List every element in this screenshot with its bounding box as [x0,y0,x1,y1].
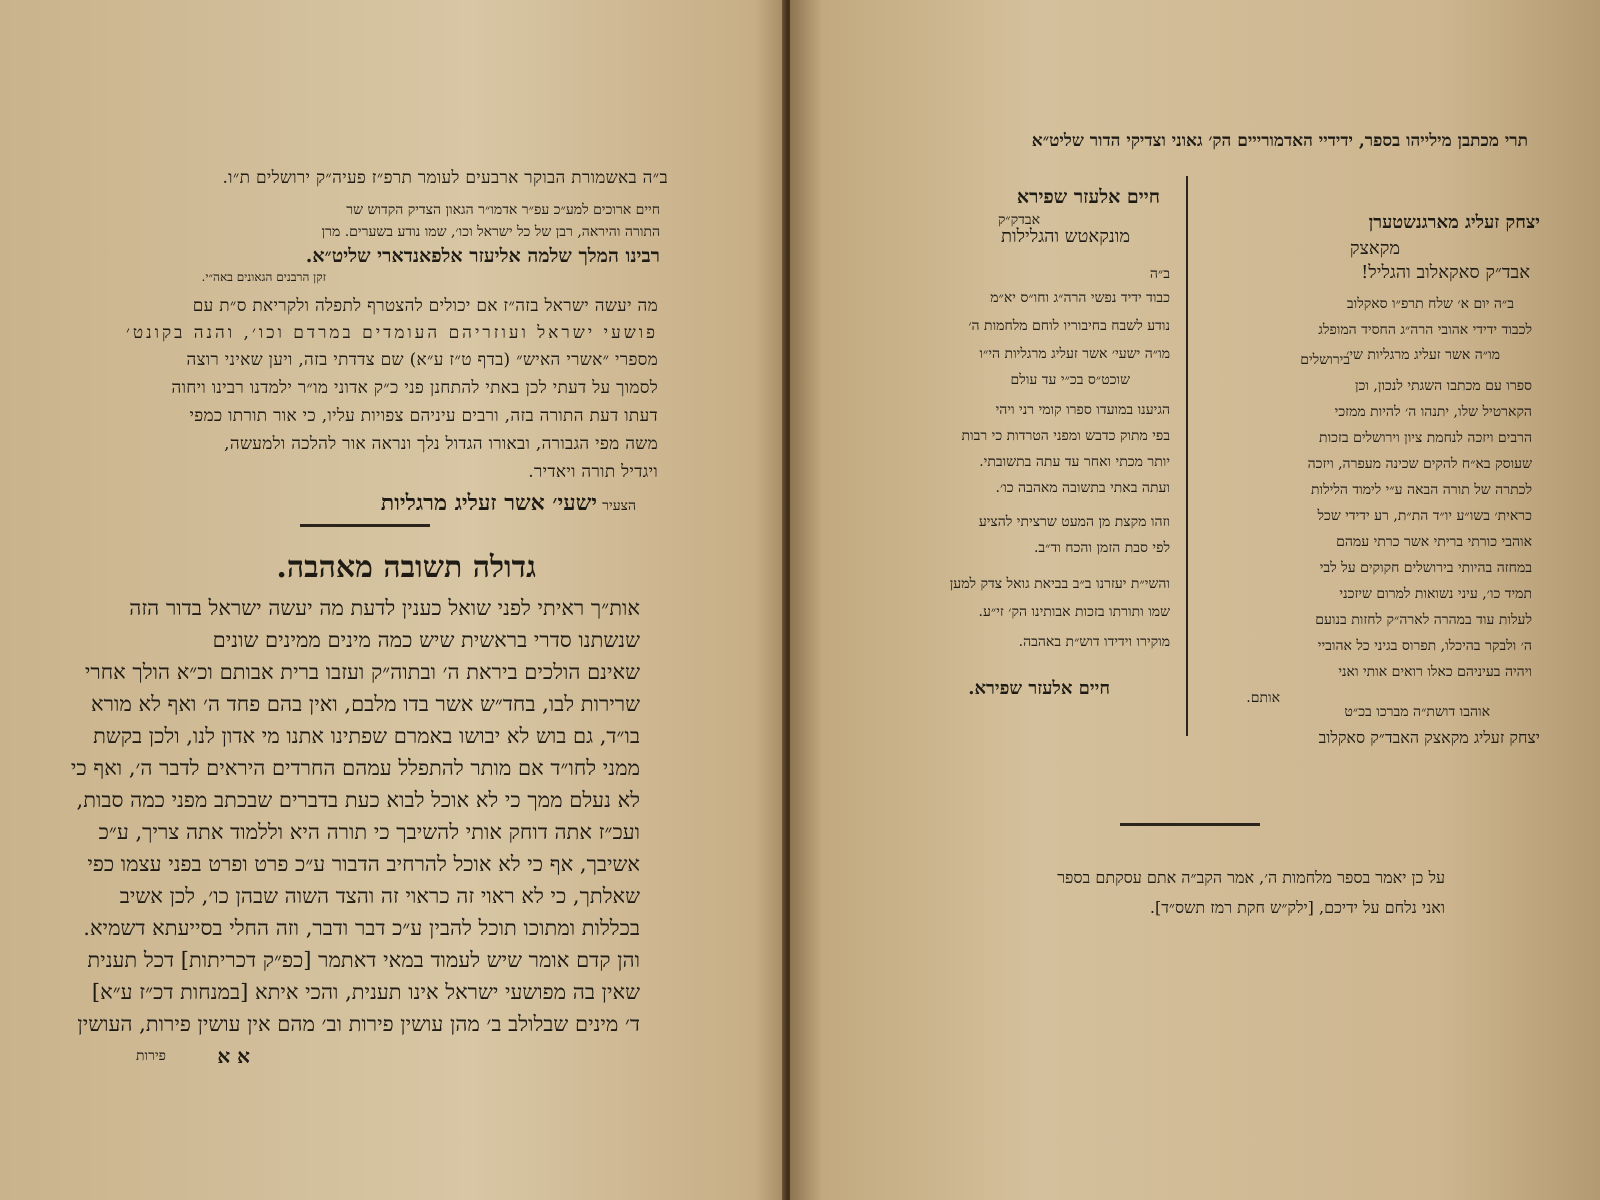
ornament-divider [300,524,430,527]
question-line: מה יעשה ישראל בזה״ז אם יכולים להצטרף לתפלה ולקריאת ס״ת עם [192,296,658,316]
letter-line: ב״ה יום א׳ שלח תרפ״ו סאקלוב [1346,296,1514,312]
left-page [0,0,786,1200]
letter-line: שעוסק בא״ח להקים שכינה מעפרה, ויזכה [1307,456,1532,472]
letter-line: בפי מתוק כדבש ומפני הטרדות כי רבות [961,428,1170,444]
catchword: פירות [135,1048,166,1064]
signature-prefix: הצעיר [602,498,636,514]
body-line: שאין בה מפושעי ישראל אינו תענית, והכי איתא [במנחות דכ״ז ע״א] [91,980,640,1004]
letter-line: שוכט״ס בכ״י עד עולם [1010,372,1130,388]
body-line: שנשתנו סדרי בראשית שיש כמה מינים ממינים שונים [212,628,640,652]
letter-line: אוהבי כורתי בריתי אשר כרתי עמהם [1336,534,1532,550]
letter-line: נודע לשבח בחיבוריו לוחם מלחמות ה׳ [968,318,1170,334]
body-line: אשיבך, אף כי לא אוכל להרחיב הדבור ע״כ פרט ופרט בפני עצמו כפי [87,852,640,876]
letter-line: ה׳ ולבקר בהיכלו, תפרוס בגיני כל אהוביי [1317,638,1532,654]
writer-title: אבדק״ק [997,212,1040,228]
quote-line: ואני נלחם על ידיכם, [ילק״ש חקת רמז תשס״ד]. [1149,898,1445,917]
body-line: ועכ״ז אתה דוחק אותי להשיבך כי תורה היא וללמוד אתה צריך, ע״כ [98,820,640,844]
body-line: שאלתך, כי לא ראוי זה כראוי זה והצד השוה שבהן כו׳, לכן אשיב [119,884,640,908]
letter-line: לעלות עוד במהרה לארה״ק לחזות בנועם [1315,612,1532,628]
letter-line: הקארטיל שלו, יתנהו ה׳ להיות ממזכי [1334,404,1532,420]
writer-from: מקאצק [1349,238,1400,259]
letter-line: מוקירו וידידו דוש״ת באהבה. [1018,634,1170,650]
ornament-divider [1120,823,1260,826]
letter-line: שמו ותורתו בזכות אבותינו הק׳ זי״ע. [978,604,1170,620]
question-line: משה מפי הגבורה, ובאורו הגדול נלך ונראה אור להלכה ולמעשה, [224,434,658,454]
addressee-note: זקן הרבנים הגאונים באה״י. [201,270,326,284]
letter-line: לכתרה של תורה הבאה ע״י לימוד הלילות [1310,482,1532,498]
body-line: אות״ך ראיתי לפני שואל כענין לדעת מה יעשה ישראל בדור הזה [129,596,640,620]
question-line: מספרי ״אשרי האיש״ (בדף ט״ז ע״א) שם צדדתי בזה, ויען שאיני רוצה [186,350,658,370]
letter-line: והשי״ת יעזרנו ב״ב בביאת גואל צדק למען [949,576,1170,592]
letter-line: וזהו מקצת מן המעט שרציתי להציע [978,514,1170,530]
letter-line: ויהיה בעיניהם כאלו רואים אותי ואני [1338,664,1532,680]
letter-header: ב״ה באשמורת הבוקר ארבעים לעומר תרפ״ז פעיה״ק ירושלים ת״ו. [222,168,668,188]
letter-line: ב״ה [1149,266,1170,282]
column-divider [1186,176,1188,736]
letter-signature: חיים אלעזר שפירא. [968,678,1110,699]
body-line: לא נעלם ממך כי לא אוכל לבוא כעת בדברים שבכתב מפני כמה סבות, [76,788,640,812]
body-line: בכללות ומתוכו תוכל להבין ע״כ דבר ודבר, וזה החלי בסייעתא דשמיא. [83,916,640,940]
letter-line: לכבוד ידידי אהובי הרה״ג החסיד המופלג [1318,322,1532,338]
letter-line: תמיד כו׳, עיני נשואות למרום שיזכני [1339,586,1532,602]
body-line: והן קדם אומר שיש לעמוד במאי דאתמר [כפ״ק דכריתות] דכל תענית [87,948,640,972]
body-line: שאינם הולכים ביראת ה׳ ובתוה״ק ועזבו ברית אבותם וכ״א הולך אחרי [84,660,640,684]
writer-title: אבד״ק סאקאלוב והגליל! [1361,262,1530,283]
right-page [790,0,1600,1200]
section-title: גדולה תשובה מאהבה. [276,550,536,585]
letter-line: כבוד ידיד נפשי הרה״ג וחו״ס יא״מ [990,290,1170,306]
letter-line: הגיענו במועדו ספרו קומי רני ויהי [995,402,1170,418]
letter-line: הרבים ויזכה לנחמת ציון וירושלים בזכות [1319,430,1532,446]
letter-signature: יצחק זעליג מקאצק האבד״ק סאקלוב [1318,728,1540,747]
blessing-line: התורה והיראה, רבן של כל ישראל וכו׳, שמו נודע בשערים. מרן [321,224,660,240]
question-line: דעתו דעת התורה בזה, ורבים עיניהם צפויות עליו, כי אור תורתו כמפי [189,406,658,426]
letter-line: בירושלים [1300,352,1350,368]
letter-line: אותם. [1246,690,1280,706]
letter-line: מו״ה אשר זעליג מרגליות שי׳ [1346,347,1500,363]
page-heading: תרי מכתבן מילייהו בספר, ידידיי האדמורייים הק׳ גאוני וצדיקי הדור שליט״א [1031,131,1528,151]
letter-line: לפי סבת הזמן והכח וד״ב. [1033,540,1170,556]
question-line: לסמוך על דעתי לכן באתי להתחנן פני כ״ק אדוני מו״ר ילמדנו רבינו ויחוה [171,378,658,398]
letter-line: ספרו עם מכתבו השגתי לנכון, וכן [1354,378,1532,394]
writer-name: חיים אלעזר שפירא [1016,186,1160,208]
letter-line: כראית׳ בשו״ע יו״ד הת״ת, רע ידידי שכל [1317,508,1532,524]
signature [381,490,636,516]
question-line: ויגדיל תורה ויאדיר. [528,462,658,482]
writer-place: מונקאטש והגלילות [1001,226,1130,247]
letter-line: מו״ה ישעי׳ אשר זעליג מרגליות הי״ו [979,346,1170,362]
body-line: ד׳ מינים שבלולב ב׳ מהן עושין פירות וב׳ מהם אין עושין פירות, העושין [77,1012,640,1036]
letter-line: ועתה באתי בתשובה מאהבה כו׳. [995,480,1170,496]
letter-line: במחזה בהיותי בירושלים חקוקים על לבי [1319,560,1532,576]
letter-line: אוהבו דושת״ה מברכו בכ״ט [1344,704,1490,720]
question-line: פושעי ישראל ועוזריהם העומדים במרדם וכו׳, והנה בקונט׳ [125,323,658,343]
quote-line: על כן יאמר בספר מלחמות ה׳, אמר הקב״ה אתם עסקתם בספר [1057,868,1445,887]
signature-mark: א א [217,1044,250,1068]
body-line: ממני לחו״ד אם מותר להתפלל עמהם החרדים היראים לדבר ה׳, ואף כי [70,756,640,780]
addressee: רבינו המלך שלמה אליעזר אלפאנדארי שליט״א. [305,245,660,267]
writer-name: יצחק זעליג מארגנשטערן [1368,212,1540,233]
body-line: בו״ד, גם בוש לא יבושו באמרם שפתינו אתנו מי אדון לנו, ולכן בקשת [93,724,640,748]
blessing-line: חיים ארוכים למע״כ עפ״ר אדמו״ר הגאון הצדיק הקדוש שר [346,202,660,218]
signature-name: ישעי׳ אשר זעליג מרגליות [380,490,598,516]
letter-line: יותר מכתי ואחר עד עתה בתשובתי. [979,454,1170,470]
body-line: שרירות לבו, בחד״ש אשר בדו מלבם, ואין בהם פחד ה׳ ואף לא מורא [91,692,640,716]
